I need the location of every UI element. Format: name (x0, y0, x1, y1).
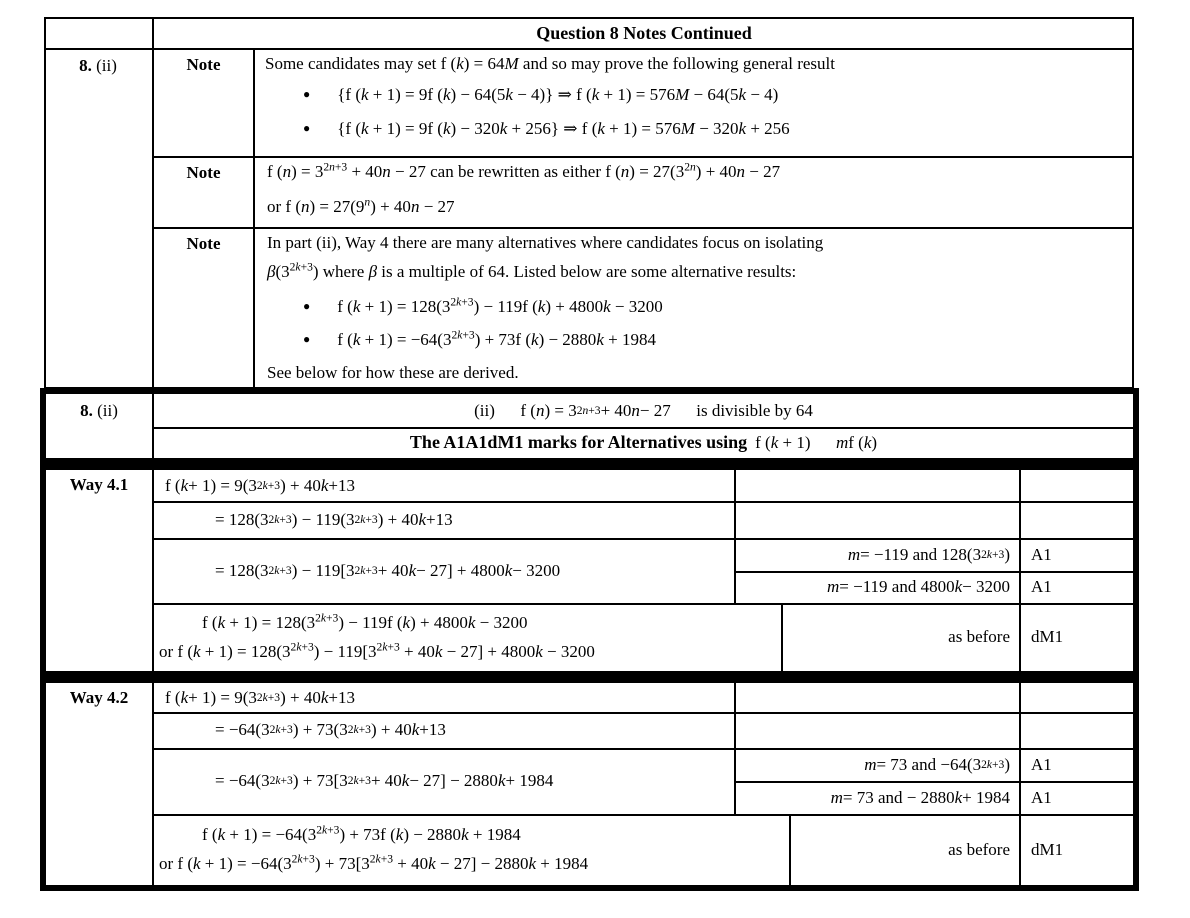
note-3-line-1: In part (ii), Way 4 there are many alternatives where candidates focus on isolating (267, 233, 824, 252)
way42-row2: = −64(3 2k+3 ) + 73(3 2k+3 ) + 40 k +13 (215, 720, 446, 739)
note-1-bullet-2 (303, 119, 790, 139)
way41-label: Way 4.1 (69, 475, 129, 494)
note-1-intro: Some candidates may set f (k) = 64M and so may prove the following general result (265, 54, 835, 73)
way42-row1: f ( k + 1) = 9(3 2k+3 ) + 40 k +13 (165, 687, 355, 707)
question-number-bold: 8. (79, 56, 92, 75)
way41-row4 (154, 603, 781, 671)
banner-question-number-bold: 8. (80, 400, 93, 420)
way41-mark-3: dM1 (1031, 627, 1064, 646)
note-3-bullet-2 (303, 330, 656, 350)
way42-mark-3: dM1 (1031, 839, 1064, 859)
way41-row4-line2: or f $(k + 1) = 128(3^{2k+3}) - 119[3^{2k+3} + 40k - 27] + 4800k - 3200$ (159, 639, 595, 661)
note-3-line-2: $\beta(3^{2k+3})$ where β is a multiple of 64. Listed below are some alternative results: (267, 260, 797, 281)
way42-mark-2: A1 (1031, 787, 1052, 807)
way41-row2: = 128(3 2k+3 ) − 119(3 2k+3 ) + 40 k +13 (215, 509, 453, 529)
way42-row4-line1: f $(k + 1) = -64(3^{2k+3}) + 73f$ (k) − 2880k + 1984 (202, 823, 521, 844)
note-label-1: Note (186, 55, 221, 74)
way42-row3: = −64(3 2k+3 ) + 73[3 2k+3 + 40 k − 27] − 2880 k + 1984 (215, 771, 554, 790)
way42-m-condition-1: m = 73 and −64(3 2k+3 ) (864, 754, 1010, 774)
way42-row4-note: as before (948, 839, 1010, 859)
way41-m-condition-1: m = −119 and 128(3 2k+3 ) (847, 544, 1010, 564)
banner-question-number (46, 394, 152, 427)
way41-row1: f ( k + 1) = 9(3 2k+3 ) + 40 k +13 (165, 475, 355, 495)
way42-row4-line2: or f $(k + 1) = -64(3^{2k+3}) + 73[3^{2k+3} + 40k - 27] - 2880k + 1984$ (159, 852, 589, 873)
note-2-line-2: or f $(n) = 27(9^n) + 40n - 27$ (267, 195, 455, 216)
way41-mark-2: A1 (1031, 577, 1052, 596)
banner-question-number-part: (ii) (97, 400, 118, 420)
note-1-bullet-1 (303, 85, 778, 105)
way41-m-condition-2: m = −119 and 4800 k − 3200 (826, 577, 1010, 596)
way42-mark-1: A1 (1031, 754, 1052, 774)
way41-row4-note: as before (948, 627, 1010, 646)
note-1-bullet-1-math: {f (k + 1) = 9f (k) − 64(5k − 4)} ⇒ f (k + 1) = 576M − 64(5k − 4) (337, 85, 779, 104)
way41-row3: = 128(3 2k+3 ) − 119[3 2k+3 + 40 k − 27] + 4800 k − 3200 (215, 560, 561, 580)
bullet-icon: ● (303, 87, 311, 101)
bullet-icon: ● (303, 299, 311, 313)
note-3-bullet-1 (303, 297, 663, 317)
note-label-3: Note (186, 234, 221, 253)
question-number (44, 48, 152, 108)
banner-subtitle-math: f (k + 1) mf (k) (755, 432, 878, 452)
note-3-content (253, 227, 1134, 389)
way41-row4-line1: f $(k + 1) = 128(3^{2k+3}) - 119f$ (k) + 4800k − 3200 (202, 610, 528, 632)
note-label-2: Note (186, 163, 221, 182)
way41-mark-1: A1 (1031, 544, 1052, 564)
note-3-bullet-2-math: f $(k + 1) = -64(3^{2k+3}) + 73f$ (k) − 2880k + 1984 (337, 328, 656, 349)
question-number-part: (ii) (96, 56, 117, 75)
bullet-icon: ● (303, 332, 311, 346)
note-2-line-1: f $(n) = 3^{2n+3} + 40n - 27$ can be rewritten as either f $(n) = 27(3^{2n}) + 40n - 27$ (267, 160, 781, 181)
way42-label: Way 4.2 (69, 688, 129, 707)
note-1-bullet-2-math: {f (k + 1) = 9f (k) − 320k + 256} ⇒ f (k + 1) = 576M − 320k + 256 (337, 119, 790, 138)
bullet-icon: ● (303, 121, 311, 135)
way42-m-condition-2: m = 73 and − 2880 k + 1984 (830, 787, 1010, 807)
notes-table-title: Question 8 Notes Continued (536, 23, 752, 43)
banner-statement: (ii) f ( n ) = 3 2n+3 + 40 n − 27 is divisible by 64 (474, 400, 813, 420)
note-2-content (253, 156, 1134, 227)
way42-row4 (154, 814, 789, 885)
note-3-bullet-1-math: f $(k + 1) = 128(3^{2k+3}) - 119f$ (k) + 4800k − 3200 (337, 295, 663, 316)
banner-subtitle (154, 427, 1133, 458)
note-3-line-3: See below for how these are derived. (267, 363, 519, 382)
note-1-content (253, 48, 1134, 156)
banner-subtitle-bold: The A1A1dM1 marks for Alternatives using (409, 432, 748, 452)
